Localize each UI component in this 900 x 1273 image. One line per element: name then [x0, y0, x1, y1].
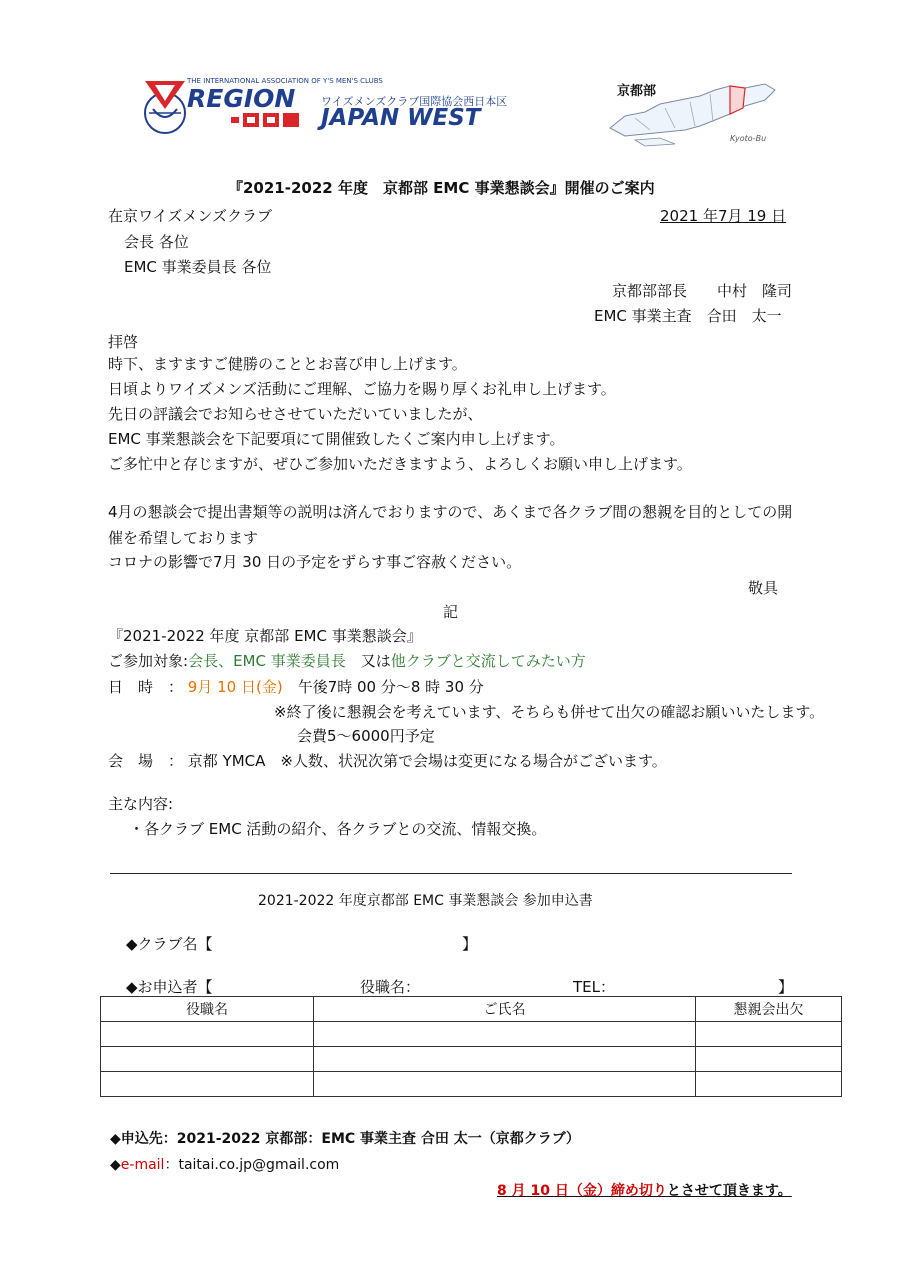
- target-value-2: 他クラブと交流してみたい方: [390, 652, 586, 670]
- sender-line-1: 京都部部長 中村 隆司: [612, 282, 793, 300]
- attendance-cell[interactable]: [696, 1072, 842, 1097]
- body-paragraph-purpose: 4月の懇談会で提出書類等の説明は済んでおりますので、あくまで各クラブ間の懇親を目的としての開催を希望しております: [108, 503, 793, 547]
- role-cell[interactable]: [101, 1072, 314, 1097]
- club-name-close: 】: [462, 935, 478, 953]
- content-label: 主な内容:: [108, 795, 174, 813]
- club-name-label: ◆クラブ名【: [126, 935, 213, 953]
- kyoto-map: [605, 78, 780, 150]
- form-title: 2021-2022 年度京都部 EMC 事業懇談会 参加申込書: [258, 893, 593, 909]
- datetime-label: 日 時 ：: [108, 678, 184, 696]
- content-value: ・各クラブ EMC 活動の紹介、各クラブとの交流、情報交換。: [129, 820, 547, 838]
- divider: [110, 873, 792, 874]
- venue-label: 会 場 ：: [108, 752, 184, 770]
- target-mid: 又は: [360, 652, 391, 670]
- target-row: [108, 650, 586, 671]
- datetime-date: 9月 10 日(金): [187, 678, 283, 696]
- deadline-date: 8 月 10 日（金）締め切り: [497, 1183, 667, 1199]
- role-cell[interactable]: [101, 1022, 314, 1047]
- event-title: 『2021-2022 年度 京都部 EMC 事業懇談会』: [108, 627, 422, 645]
- name-cell[interactable]: [314, 1072, 696, 1097]
- table-row: [101, 1022, 842, 1047]
- application-table: [100, 996, 842, 1097]
- apply-to: ◆申込先：2021-2022 京都部：EMC 事業主査 合田 太一（京都クラブ）: [110, 1131, 580, 1147]
- email-label: e-mail: [120, 1157, 165, 1173]
- body-line-2: 日頃よりワイズメンズ活動にご理解、ご協力を賜り厚くお礼申し上げます。: [108, 380, 616, 398]
- attendance-cell[interactable]: [696, 1047, 842, 1072]
- ys-emblem-icon: [135, 75, 195, 137]
- tel-label: TEL：: [573, 978, 615, 996]
- ki-heading: 記: [443, 603, 459, 621]
- datetime-time: 午後7時 00 分～8 時 30 分: [297, 678, 484, 696]
- recipient-line-2: 会長 各位: [124, 233, 189, 251]
- sender-line-2: EMC 事業主査 合田 太一: [594, 307, 782, 325]
- column-header-attendance: 懇親会出欠: [696, 997, 842, 1022]
- closing: 敬具: [748, 579, 779, 597]
- body-line-3: 先日の評議会でお知らせさせていただいていましたが、: [108, 405, 483, 423]
- greeting: 拝啓: [108, 333, 139, 351]
- map-label: 京都部: [617, 84, 657, 99]
- body-line-5: ご多忙中と存じますが、ぜひご参加いただきますよう、よろしくお願い申し上げます。: [108, 455, 692, 473]
- body-line-reschedule: コロナの影響で7月 30 日の予定をずらす事ご容赦ください。: [108, 553, 522, 571]
- role-cell[interactable]: [101, 1047, 314, 1072]
- email-address[interactable]: ：taitai.co.jp@gmail.com: [164, 1157, 340, 1173]
- association-jp-name: ワイズメンズクラブ国際協会西日本区: [321, 95, 508, 108]
- email-row: [110, 1154, 339, 1174]
- ys-mens-logo: [135, 75, 515, 137]
- email-bullet: ◆: [110, 1157, 121, 1173]
- venue-value: 京都 YMCA ※人数、状況次第で会場は変更になる場合がございます。: [187, 752, 667, 770]
- body-line-1: 時下、ますますご健勝のこととお喜び申し上げます。: [108, 355, 467, 373]
- applicant-close: 】: [778, 978, 794, 996]
- target-value-1: 会長、EMC 事業委員長: [188, 652, 346, 670]
- recipient-line-3: EMC 事業委員長 各位: [124, 258, 272, 276]
- role-label: 役職名：: [360, 978, 421, 996]
- name-cell[interactable]: [314, 1022, 696, 1047]
- applicant-label: ◆お申込者【: [126, 978, 213, 996]
- deadline-rest: とさせて頂きます。: [666, 1183, 792, 1199]
- japan-west-wordmark: JAPAN WEST: [321, 105, 481, 131]
- document-title: 『2021-2022 年度 京都部 EMC 事業懇談会』開催のご案内: [228, 179, 655, 197]
- region-mark-icon: [227, 111, 317, 133]
- datetime-row: [108, 676, 484, 697]
- datetime-note-1: ※終了後に懇親会を考えています、そちらも併せて出欠の確認お願いいたします。: [274, 703, 825, 721]
- column-header-name: ご氏名: [314, 997, 696, 1022]
- table-row: [101, 1072, 842, 1097]
- name-cell[interactable]: [314, 1047, 696, 1072]
- body-line-4: EMC 事業懇談会を下記要項にて開催致したくご案内申し上げます。: [108, 430, 565, 448]
- target-label: ご参加対象:: [108, 652, 189, 670]
- club-name-row: [126, 933, 213, 954]
- association-name: THE INTERNATIONAL ASSOCIATION OF Y'S MEN'S CLUBS: [187, 77, 383, 85]
- recipient-line-1: 在京ワイズメンズクラブ: [108, 207, 272, 225]
- attendance-cell[interactable]: [696, 1022, 842, 1047]
- table-row: [101, 1047, 842, 1072]
- venue-row: [108, 750, 667, 771]
- region-wordmark: REGION: [187, 84, 296, 113]
- column-header-role: 役職名: [101, 997, 314, 1022]
- datetime-note-2: 会費5～6000円予定: [297, 727, 435, 745]
- deadline: [497, 1180, 792, 1200]
- document-date: 2021 年7月 19 日: [660, 207, 787, 225]
- table-header-row: [101, 997, 842, 1022]
- map-signature: Kyoto-Bu: [730, 134, 767, 143]
